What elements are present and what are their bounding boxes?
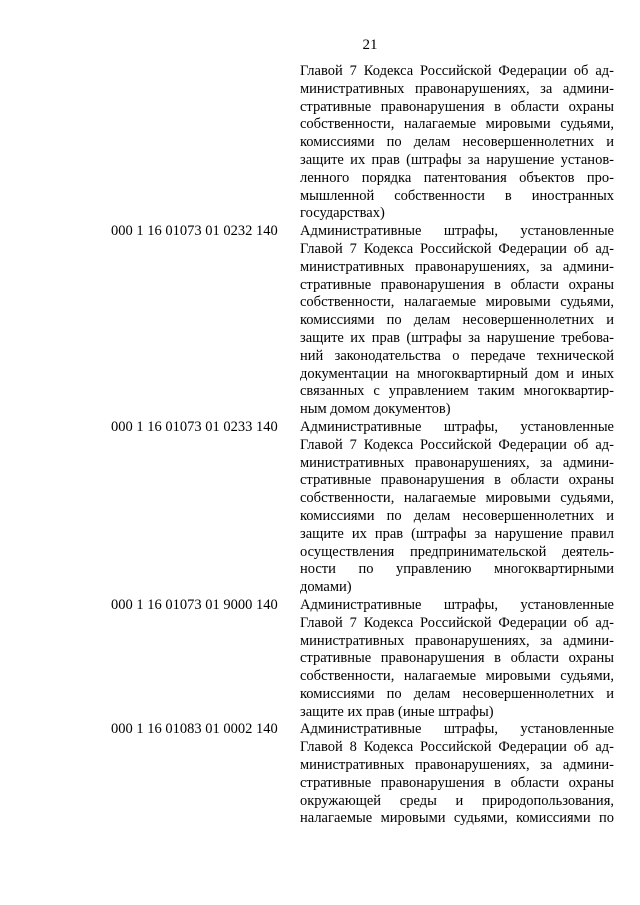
row-code: 000 1 16 01073 01 9000 140 [111,596,278,613]
description-line: комиссиями по делам несовершеннолетних и [300,507,614,524]
row-description [300,223,614,419]
description-line: ным домом документов) [300,401,451,418]
description-line: министративных правонарушениях, за админи- [300,757,614,774]
description-line: защите их прав (штрафы за нарушение правил [300,525,614,542]
description-line: Административные штрафы, установленные [300,418,614,435]
description-line: осуществления предпринимательской деятель- [300,543,614,560]
description-line: защите их прав (иные штрафы) [300,703,494,720]
table-row [0,63,640,223]
table-row [0,597,640,722]
row-description [300,721,614,828]
description-line: стративные правонарушения в области охраны [300,774,614,791]
description-line: Главой 7 Кодекса Российской Федерации об ад- [300,436,614,453]
description-line: министративных правонарушениях, за админи- [300,80,614,97]
table-row [0,419,640,597]
description-line: комиссиями по делам несовершеннолетних и [300,685,614,702]
description-line: защите их прав (штрафы за нарушение требова- [300,329,614,346]
table-row [0,223,640,419]
description-line: министративных правонарушениях, за админи- [300,258,614,275]
description-line: домами) [300,579,352,596]
description-line: стративные правонарушения в области охраны [300,650,614,667]
description-line: стративные правонарушения в области охраны [300,472,614,489]
description-line: ности по управлению многоквартирными [300,561,614,578]
description-line: комиссиями по делам несовершеннолетних и [300,134,614,151]
row-description [300,419,614,597]
description-line: Административные штрафы, установленные [300,223,614,240]
description-line: государствах) [300,205,385,222]
description-line: министративных правонарушениях, за админи- [300,632,614,649]
description-line: ленного порядка патентования объектов про- [300,169,614,186]
description-line: окружающей среды и природопользования, [300,792,614,809]
table-row [0,721,640,828]
description-line: документации на многоквартирный дом и иных [300,365,614,382]
description-line: связанных с управлением таким многоквартир- [300,383,614,400]
description-line: налагаемые мировыми судьями, комиссиями по [300,810,614,827]
row-description [300,63,614,223]
description-line: Административные штрафы, установленные [300,596,614,613]
description-line: Главой 7 Кодекса Российской Федерации об ад- [300,614,614,631]
description-line: комиссиями по делам несовершеннолетних и [300,312,614,329]
row-code: 000 1 16 01073 01 0232 140 [111,223,278,240]
description-line: Административные штрафы, установленные [300,721,614,738]
description-line: ний законодательства о передаче технической [300,347,614,364]
description-line: стративные правонарушения в области охраны [300,98,614,115]
page-number: 21 [362,37,378,53]
row-code: 000 1 16 01073 01 0233 140 [111,418,278,435]
budget-code-table [0,63,640,828]
description-line: собственности, налагаемые мировыми судьями, [300,294,614,311]
description-line: стративные правонарушения в области охраны [300,276,614,293]
description-line: министративных правонарушениях, за админи- [300,454,614,471]
description-line: собственности, налагаемые мировыми судьями, [300,116,614,133]
description-line: мышленной собственности в иностранных [300,187,614,204]
row-code: 000 1 16 01083 01 0002 140 [111,721,278,738]
description-line: Главой 7 Кодекса Российской Федерации об ад- [300,240,614,257]
description-line: Главой 8 Кодекса Российской Федерации об ад- [300,739,614,756]
description-line: собственности, налагаемые мировыми судьями, [300,668,614,685]
description-line: собственности, налагаемые мировыми судьями, [300,490,614,507]
description-line: Главой 7 Кодекса Российской Федерации об ад- [300,63,614,79]
row-description [300,597,614,722]
description-line: защите их прав (штрафы за нарушение установ- [300,151,614,168]
